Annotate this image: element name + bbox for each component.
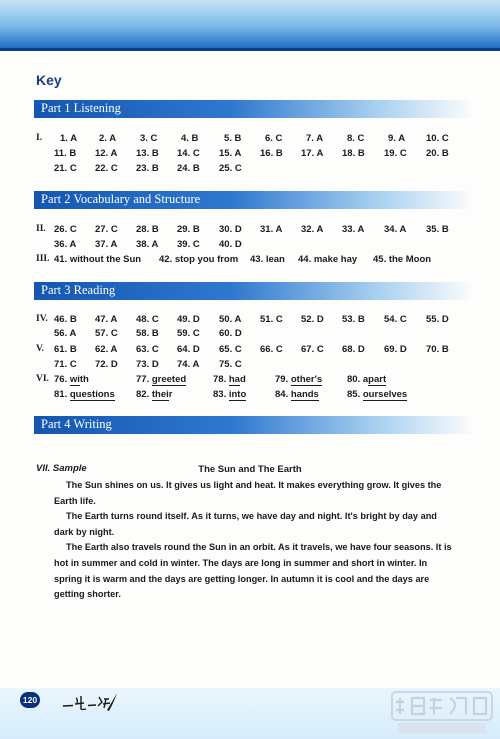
- answer-row: [36, 239, 466, 253]
- section-title: Part 2 Vocabulary and Structure: [41, 192, 201, 206]
- answer-item: 8. C: [347, 133, 365, 144]
- answer-item: 35. B: [426, 224, 449, 235]
- answer-item: 60. D: [219, 328, 242, 339]
- answer-item: 83. into: [213, 389, 247, 400]
- answer-item: 41. without the Sun: [54, 254, 142, 265]
- answer-item: 82. their: [136, 389, 173, 400]
- roman-numeral: V.: [36, 344, 45, 354]
- essay-body: [54, 478, 454, 603]
- watermark-stamp: [390, 690, 494, 736]
- answer-item: 43. lean: [250, 254, 285, 265]
- answer-item: 73. D: [136, 359, 159, 370]
- answer-item: 46. B: [54, 314, 77, 325]
- answer-item: 17. A: [301, 148, 324, 159]
- answer-item: 55. D: [426, 314, 449, 325]
- answer-item: 53. B: [342, 314, 365, 325]
- answer-item: 15. A: [219, 148, 242, 159]
- sample-label: VII. Sample: [36, 463, 87, 474]
- page-number: 120: [20, 692, 40, 708]
- answer-row: [36, 328, 466, 342]
- answer-item: 72. D: [95, 359, 118, 370]
- answer-item: 32. A: [301, 224, 324, 235]
- answer-item: 69. D: [384, 344, 407, 355]
- answer-item: 10. C: [426, 133, 449, 144]
- answer-item: 26. C: [54, 224, 77, 235]
- answer-row: [36, 359, 466, 373]
- answer-item: 9. A: [388, 133, 406, 144]
- answer-item: 71. C: [54, 359, 77, 370]
- section-title: Part 1 Listening: [41, 101, 121, 115]
- answer-item: 16. B: [260, 148, 283, 159]
- answer-item: 2. A: [99, 133, 117, 144]
- answer-row: [36, 314, 466, 328]
- answer-item: 77. greeted: [136, 374, 187, 385]
- answer-item: 50. A: [219, 314, 242, 325]
- essay-paragraph: The Sun shines on us. It gives us light and heat. It makes everything grow. It gives the Earth life.: [54, 480, 442, 506]
- answer-item: 57. C: [95, 328, 118, 339]
- answer-item: 79. other's: [275, 374, 323, 385]
- answer-item: 29. B: [177, 224, 200, 235]
- answer-item: 27. C: [95, 224, 118, 235]
- answer-item: 18. B: [342, 148, 365, 159]
- roman-numeral: I.: [36, 133, 43, 143]
- answer-item: 48. C: [136, 314, 159, 325]
- answer-item: 85. ourselves: [347, 389, 408, 400]
- answer-row: [36, 344, 466, 358]
- roman-numeral: IV.: [36, 314, 48, 324]
- answer-item: 28. B: [136, 224, 159, 235]
- answer-item: 37. A: [95, 239, 118, 250]
- section-title: Part 4 Writing: [41, 417, 112, 431]
- answer-item: 34. A: [384, 224, 407, 235]
- answer-item: 1. A: [60, 133, 78, 144]
- answer-item: 30. D: [219, 224, 242, 235]
- answer-item: 63. C: [136, 344, 159, 355]
- answer-item: 31. A: [260, 224, 283, 235]
- answer-item: 78. had: [213, 374, 246, 385]
- section-header-vocabulary: [34, 191, 474, 209]
- answer-item: 40. D: [219, 239, 242, 250]
- answer-item: 5. B: [224, 133, 242, 144]
- answer-row: [36, 133, 466, 147]
- answer-item: 6. C: [265, 133, 283, 144]
- answer-item: 14. C: [177, 148, 200, 159]
- answer-item: 52. D: [301, 314, 324, 325]
- answer-item: 24. B: [177, 163, 200, 174]
- answer-item: 19. C: [384, 148, 407, 159]
- roman-numeral: VI.: [36, 374, 49, 384]
- essay-paragraph: The Earth also travels round the Sun in an orbit. As it travels, we have four seasons. It is hot in summer and cold in winter. The days are long in summer and short in winter. In spring it is warm and the days are getting longer. In autumn it is cool and the days are getting shorter.: [54, 542, 452, 600]
- section-header-reading: [34, 282, 474, 300]
- page-title: Key: [36, 72, 62, 88]
- answer-item: 74. A: [177, 359, 200, 370]
- answer-row: [36, 148, 466, 162]
- essay-title: The Sun and The Earth: [198, 464, 302, 475]
- answer-row: [36, 224, 466, 238]
- answer-item: 25. C: [219, 163, 242, 174]
- header-rule: [0, 48, 500, 51]
- answer-item: 33. A: [342, 224, 365, 235]
- answer-item: 62. A: [95, 344, 118, 355]
- answer-row: [36, 389, 466, 403]
- answer-item: 76. with: [54, 374, 89, 385]
- answer-item: 23. B: [136, 163, 159, 174]
- answer-item: 12. A: [95, 148, 118, 159]
- answer-item: 58. B: [136, 328, 159, 339]
- answer-item: 66. C: [260, 344, 283, 355]
- answer-item: 13. B: [136, 148, 159, 159]
- answer-item: 59. C: [177, 328, 200, 339]
- answer-item: 68. D: [342, 344, 365, 355]
- answer-item: 61. B: [54, 344, 77, 355]
- section-header-writing: [34, 416, 474, 434]
- section-title: Part 3 Reading: [41, 283, 116, 297]
- header-band: [0, 0, 500, 48]
- answer-item: 70. B: [426, 344, 449, 355]
- answer-item: 54. C: [384, 314, 407, 325]
- answer-item: 11. B: [54, 148, 77, 159]
- answer-item: 38. A: [136, 239, 159, 250]
- brand-logo: [60, 690, 118, 714]
- answer-item: 75. C: [219, 359, 242, 370]
- answer-row: [36, 163, 466, 177]
- answer-row: [36, 374, 466, 388]
- answer-item: 3. C: [140, 133, 158, 144]
- answer-item: 84. hands: [275, 389, 319, 400]
- answer-item: 49. D: [177, 314, 200, 325]
- answer-item: 22. C: [95, 163, 118, 174]
- answer-item: 67. C: [301, 344, 324, 355]
- answer-item: 64. D: [177, 344, 200, 355]
- answer-item: 56. A: [54, 328, 77, 339]
- section-header-listening: [34, 100, 474, 118]
- answer-item: 36. A: [54, 239, 77, 250]
- answer-row: [36, 254, 466, 268]
- roman-numeral: III.: [36, 254, 50, 264]
- answer-item: 45. the Moon: [373, 254, 432, 265]
- answer-item: 81. questions: [54, 389, 115, 400]
- answer-item: 42. stop you from: [159, 254, 239, 265]
- answer-item: 4. B: [181, 133, 199, 144]
- answer-item: 21. C: [54, 163, 77, 174]
- answer-item: 20. B: [426, 148, 449, 159]
- answer-item: 7. A: [306, 133, 324, 144]
- essay-paragraph: The Earth turns round itself. As it turns, we have day and night. It's bright by day and dark by night.: [54, 511, 437, 537]
- answer-item: 80. apart: [347, 374, 387, 385]
- answer-item: 44. make hay: [298, 254, 358, 265]
- answer-item: 47. A: [95, 314, 118, 325]
- answer-item: 39. C: [177, 239, 200, 250]
- answer-item: 51. C: [260, 314, 283, 325]
- answer-item: 65. C: [219, 344, 242, 355]
- roman-numeral: II.: [36, 224, 46, 234]
